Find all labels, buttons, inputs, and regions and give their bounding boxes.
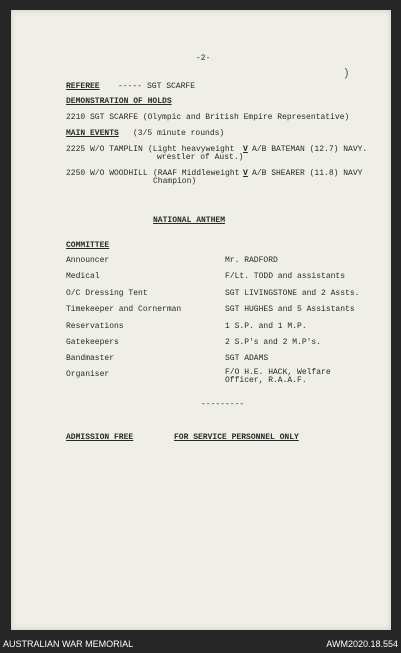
committee-person: 1 S.P. and 1 M.P. [225, 322, 307, 331]
committee-person: 2 S.P's and 2 M.P's. [225, 338, 322, 347]
service-personnel-note: FOR SERVICE PERSONNEL ONLY [174, 433, 299, 442]
committee-person: SGT HUGHES and 5 Assistants [225, 305, 355, 314]
bout-1-desc-1: (Light heavyweight [148, 145, 235, 154]
footer-accession: AWM2020.18.554 [326, 639, 398, 649]
national-anthem: NATIONAL ANTHEM [153, 216, 226, 225]
bout-1-desc-2: wrestler of Aust.) [157, 153, 244, 162]
committee-person: SGT LIVINGSTONE and 2 Assts. [225, 289, 360, 298]
committee-heading: COMMITTEE [66, 241, 110, 250]
committee-role: Bandmaster [66, 354, 115, 363]
committee-role: Organiser [66, 370, 110, 379]
bout-2-desc-2: Champion) [153, 177, 197, 186]
main-events-subheading: (3/5 minute rounds) [133, 129, 225, 138]
separator: --------- [201, 400, 245, 409]
footer-source: AUSTRALIAN WAR MEMORIAL [3, 639, 134, 649]
page-number: -2- [196, 54, 211, 63]
committee-person: SGT ADAMS [225, 354, 269, 363]
referee-label: REFEREE [66, 82, 100, 91]
committee-role: Timekeeper and Cornerman [66, 305, 182, 314]
document-page [11, 10, 391, 630]
main-events-heading: MAIN EVENTS [66, 129, 119, 138]
bout-2-opponent: A/B SHEARER (11.8) NAVY [252, 169, 363, 178]
committee-role: Medical [66, 272, 100, 281]
bout-2-vs: V [243, 169, 248, 178]
bout-1-opponent: A/B BATEMAN (12.7) NAVY. [252, 145, 368, 154]
admission-note: ADMISSION FREE [66, 433, 134, 442]
bout-1-vs: V [243, 145, 248, 154]
referee-dashes: ----- [118, 82, 143, 91]
bout-2-fighter: 2250 W/O WOODHILL [66, 169, 148, 178]
committee-role: Announcer [66, 256, 110, 265]
demonstration-line: 2210 SGT SCARFE (Olympic and British Empire Representative) [66, 113, 350, 122]
bout-1-fighter: 2225 W/O TAMPLIN [66, 145, 143, 154]
margin-mark: ) [343, 68, 350, 80]
bout-2-desc-1: (RAAF Middleweight [153, 169, 240, 178]
committee-person: Mr. RADFORD [225, 256, 278, 265]
referee-name: SGT SCARFE [147, 82, 196, 91]
committee-person: F/O H.E. HACK, Welfare [225, 368, 331, 377]
committee-role: Gatekeepers [66, 338, 119, 347]
committee-person-line-2: Officer, R.A.A.F. [225, 376, 307, 385]
committee-role: O/C Dressing Tent [66, 289, 148, 298]
demonstration-heading: DEMONSTRATION OF HOLDS [66, 97, 172, 106]
committee-person: F/Lt. TODD and assistants [225, 272, 346, 281]
committee-role: Reservations [66, 322, 124, 331]
